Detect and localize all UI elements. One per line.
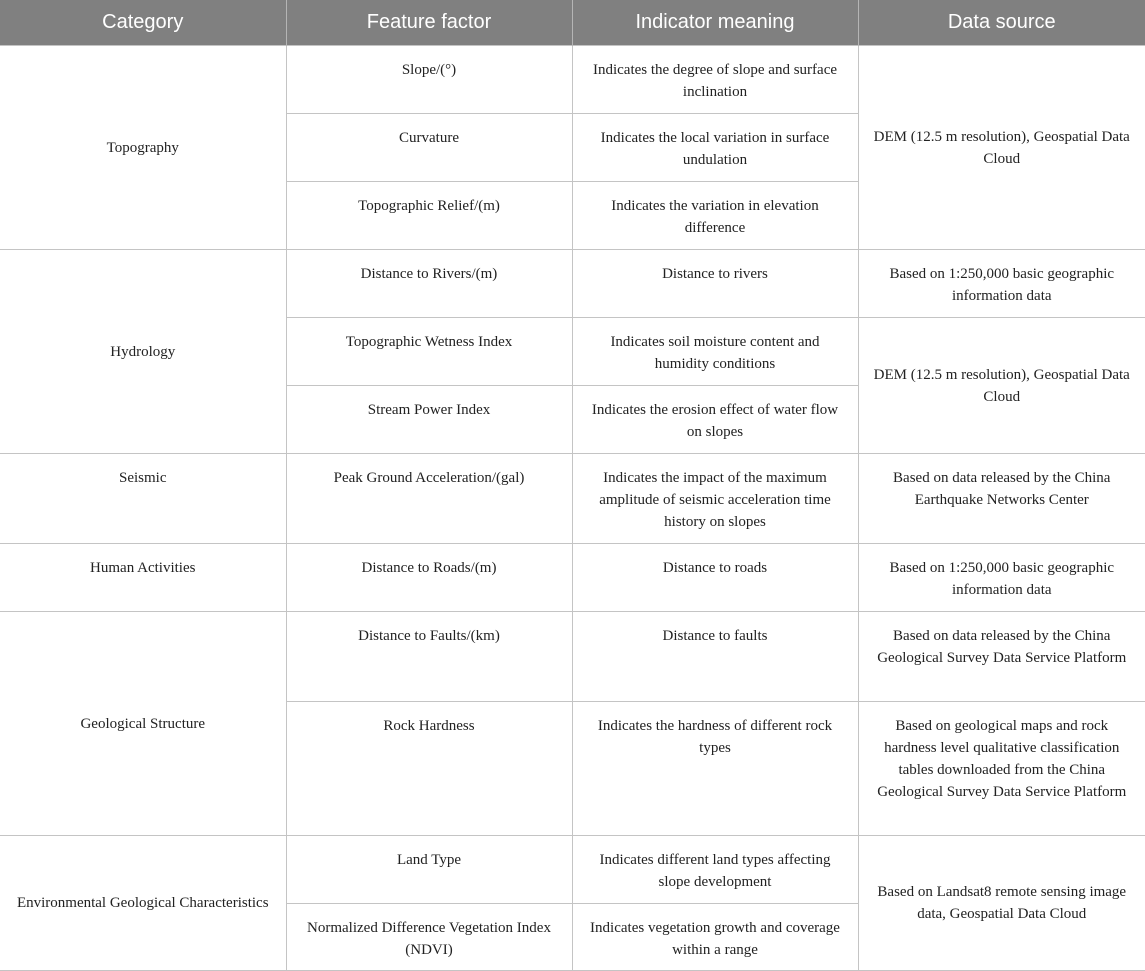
factor-cell: Distance to Roads/(m) bbox=[286, 544, 572, 612]
factor-cell: Land Type bbox=[286, 836, 572, 904]
category-cell: Seismic bbox=[0, 454, 286, 544]
factor-cell: Curvature bbox=[286, 114, 572, 182]
factor-cell: Slope/(°) bbox=[286, 46, 572, 114]
header-data-source: Data source bbox=[858, 0, 1145, 46]
category-cell: Human Activities bbox=[0, 544, 286, 612]
source-cell: DEM (12.5 m resolution), Geospatial Data Cloud bbox=[858, 318, 1145, 454]
source-cell: DEM (12.5 m resolution), Geospatial Data Cloud bbox=[858, 46, 1145, 250]
table-row bbox=[0, 612, 1145, 702]
meaning-cell: Indicates the hardness of different rock types bbox=[572, 702, 858, 836]
category-cell: Hydrology bbox=[0, 250, 286, 454]
header-row bbox=[0, 0, 1145, 46]
factor-cell: Rock Hardness bbox=[286, 702, 572, 836]
factor-cell: Peak Ground Acceleration/(gal) bbox=[286, 454, 572, 544]
meaning-cell: Indicates soil moisture content and humidity conditions bbox=[572, 318, 858, 386]
meaning-cell: Distance to rivers bbox=[572, 250, 858, 318]
meaning-cell: Indicates the variation in elevation difference bbox=[572, 182, 858, 250]
table-row bbox=[0, 544, 1145, 612]
source-cell: Based on data released by the China Earthquake Networks Center bbox=[858, 454, 1145, 544]
meaning-cell: Distance to roads bbox=[572, 544, 858, 612]
header-indicator-meaning: Indicator meaning bbox=[572, 0, 858, 46]
factor-cell: Distance to Faults/(km) bbox=[286, 612, 572, 702]
category-cell: Geological Structure bbox=[0, 612, 286, 836]
meaning-cell: Indicates vegetation growth and coverage within a range bbox=[572, 904, 858, 971]
meaning-cell: Distance to faults bbox=[572, 612, 858, 702]
source-cell: Based on 1:250,000 basic geographic information data bbox=[858, 544, 1145, 612]
table-row bbox=[0, 46, 1145, 114]
meaning-cell: Indicates different land types affecting slope development bbox=[572, 836, 858, 904]
source-cell: Based on geological maps and rock hardness level qualitative classification tables downloaded from the China Geological Survey Data Service Platform bbox=[858, 702, 1145, 836]
source-cell: Based on Landsat8 remote sensing image data, Geospatial Data Cloud bbox=[858, 836, 1145, 971]
table-row bbox=[0, 250, 1145, 318]
factor-cell: Normalized Difference Vegetation Index (NDVI) bbox=[286, 904, 572, 971]
category-cell: Topography bbox=[0, 46, 286, 250]
source-cell: Based on 1:250,000 basic geographic information data bbox=[858, 250, 1145, 318]
header-category: Category bbox=[0, 0, 286, 46]
factor-cell: Topographic Wetness Index bbox=[286, 318, 572, 386]
category-cell: Environmental Geological Characteristics bbox=[0, 836, 286, 971]
meaning-cell: Indicates the local variation in surface undulation bbox=[572, 114, 858, 182]
meaning-cell: Indicates the erosion effect of water flow on slopes bbox=[572, 386, 858, 454]
table-row bbox=[0, 836, 1145, 904]
table-row bbox=[0, 454, 1145, 544]
meaning-cell: Indicates the impact of the maximum amplitude of seismic acceleration time history on slopes bbox=[572, 454, 858, 544]
meaning-cell: Indicates the degree of slope and surface inclination bbox=[572, 46, 858, 114]
factor-cell: Topographic Relief/(m) bbox=[286, 182, 572, 250]
factor-cell: Stream Power Index bbox=[286, 386, 572, 454]
factor-cell: Distance to Rivers/(m) bbox=[286, 250, 572, 318]
source-cell: Based on data released by the China Geological Survey Data Service Platform bbox=[858, 612, 1145, 702]
header-feature-factor: Feature factor bbox=[286, 0, 572, 46]
